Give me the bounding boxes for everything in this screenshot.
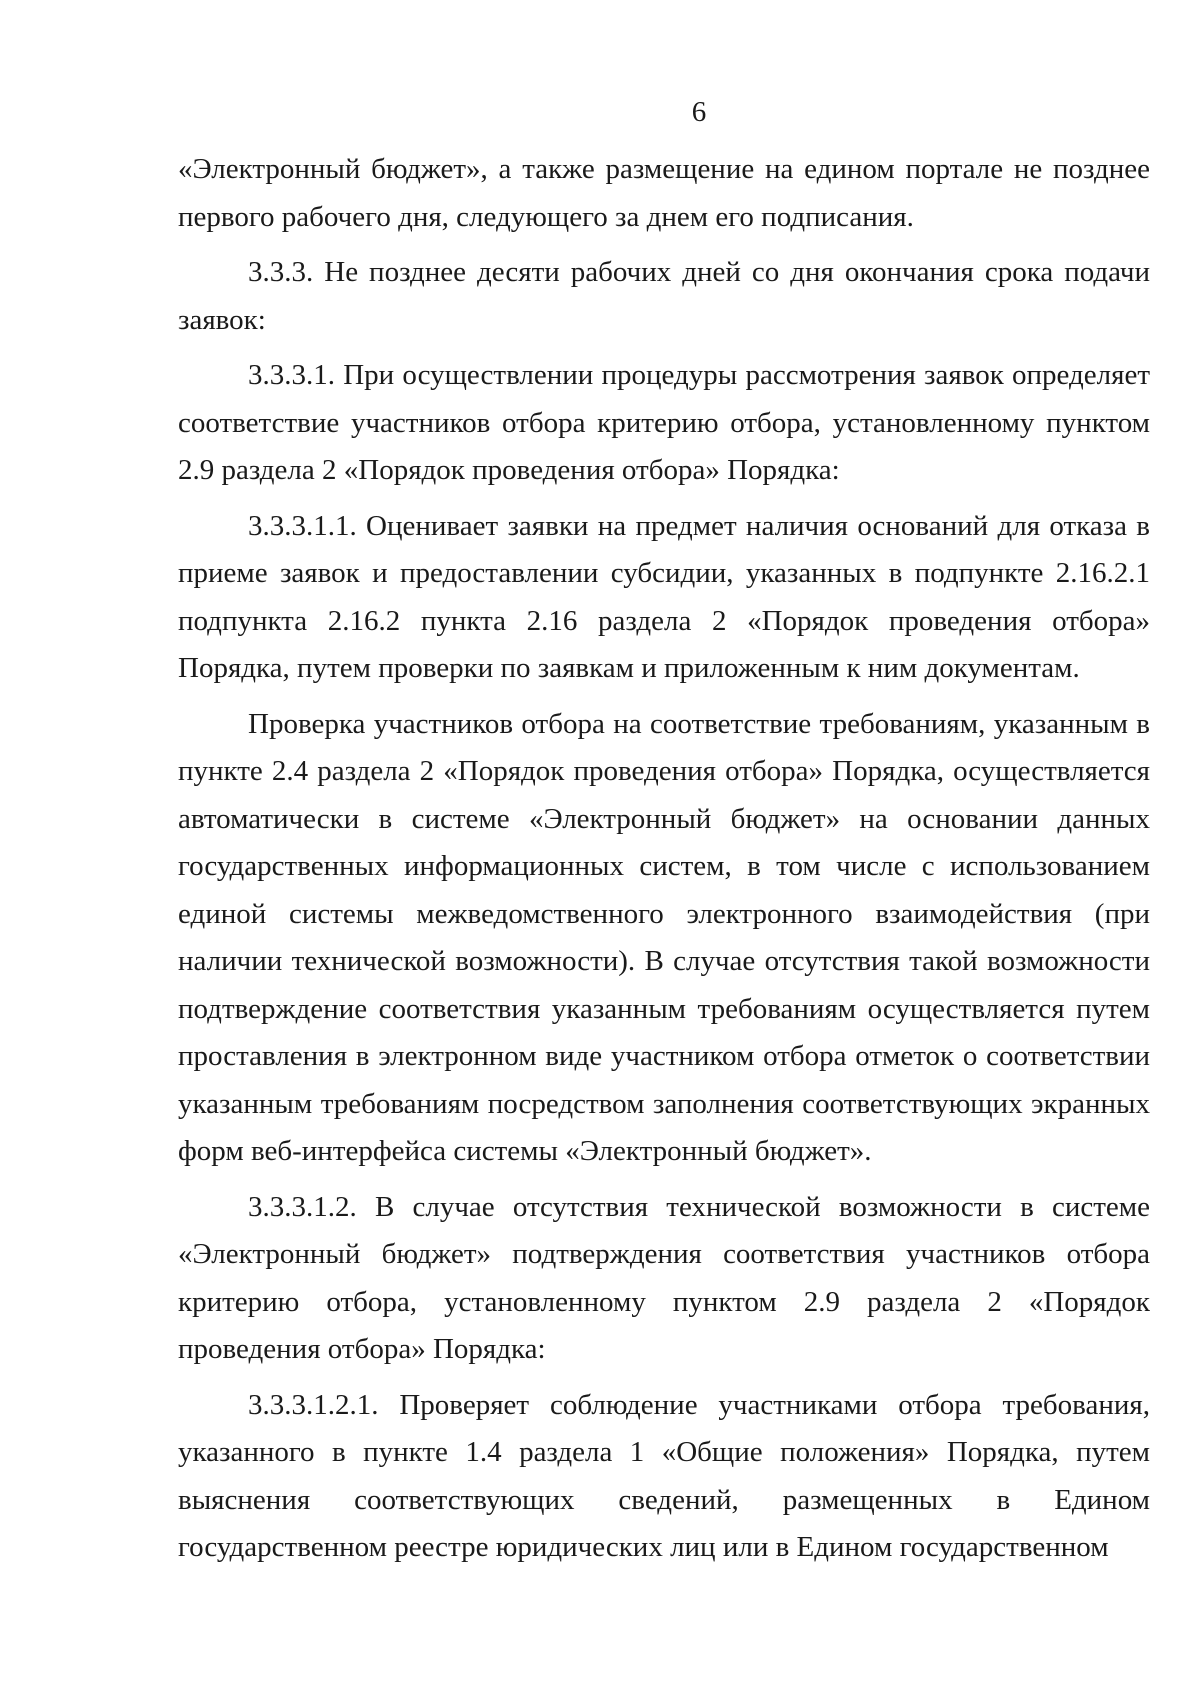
paragraph-3-3-3-1-2: 3.3.3.1.2. В случае отсутствия технической возможности в системе «Электронный бюджет» подтверждения соответствия участников отбора критерию отбора, установленному пунктом 2.9 раздела 2 «Порядок проведения отбора» Порядка: <box>178 1190 1150 1365</box>
paragraph-3-3-3-1-1: 3.3.3.1.1. Оценивает заявки на предмет наличия оснований для отказа в приеме заявок и предоставлении субсидии, указанных в подпункте 2.16.2.1 подпункта 2.16.2 пункта 2.16 раздела 2 «Порядок проведения отбора» Порядка, путем проверки по заявкам и приложенным к ним документам. <box>178 509 1150 684</box>
paragraph-continuation: «Электронный бюджет», а также размещение на едином портале не позднее первого рабочего дня, следующего за днем его подписания. <box>178 153 1150 233</box>
paragraph-3-3-3-1-2-1: 3.3.3.1.2.1. Проверяет соблюдение участниками отбора требования, указанного в пункте 1.4 раздела 1 «Общие положения» Порядка, путем выяснения соответствующих сведений, размещенных в Едином государственном реестре юридических лиц или в Едином государственном <box>178 1388 1150 1563</box>
paragraph-3-3-3: 3.3.3. Не позднее десяти рабочих дней со дня окончания срока подачи заявок: <box>178 256 1150 336</box>
paragraph-verification: Проверка участников отбора на соответствие требованиям, указанным в пункте 2.4 раздела 2 «Порядок проведения отбора» Порядка, осуществляется автоматически в системе «Электронный бюджет» на основании данных государственных информационных систем, в том числе с использованием единой системы межведомственного электронного взаимодействия (при наличии технической возможности). В случае отсутствия такой возможности подтверждение соответствия указанным требованиям осуществляется путем проставления в электронном виде участником отбора отметок о соответствии указанным требованиям посредством заполнения соответствующих экранных форм веб-интерфейса системы «Электронный бюджет». <box>178 707 1150 1167</box>
page-number: 6 <box>691 96 707 128</box>
paragraph-3-3-3-1: 3.3.3.1. При осуществлении процедуры рассмотрения заявок определяет соответствие участников отбора критерию отбора, установленному пунктом 2.9 раздела 2 «Порядок проведения отбора» Порядка: <box>178 359 1150 486</box>
